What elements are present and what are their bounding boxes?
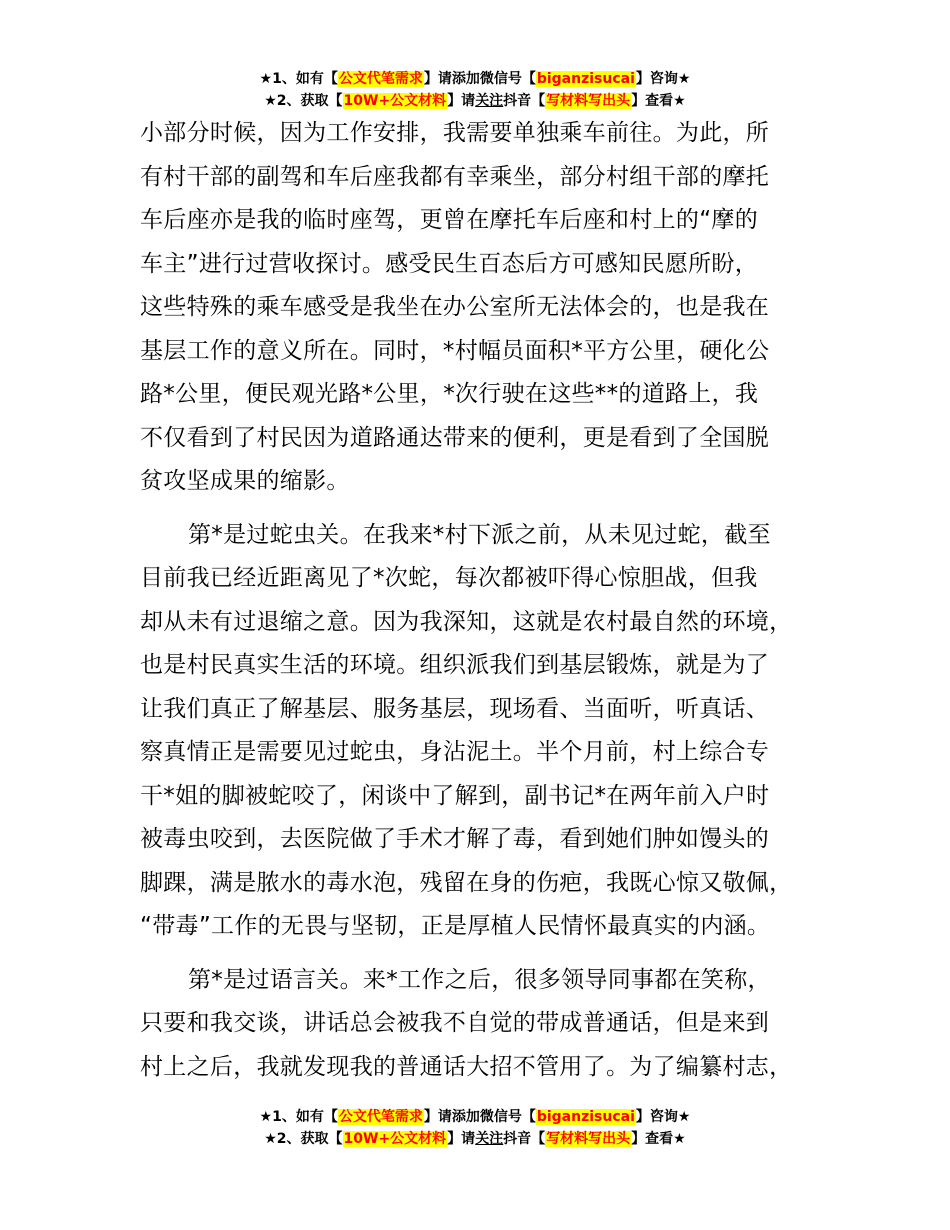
text-line: 路*公里，便民观光路*公里，*次行驶在这些**的道路上，我	[140, 381, 759, 407]
banner-text: 加	[465, 71, 480, 87]
banner-text: 】查看★	[631, 93, 686, 109]
text-line: 被毒虫咬到，去医院做了手术才解了毒，看到她们肿如馒头的	[140, 826, 770, 852]
text-line: 有村干部的副驾和车后座我都有幸乘坐，部分村组干部的摩托	[140, 163, 770, 190]
banner-underlined: 关注	[475, 93, 504, 109]
text-line: 也是村民真实生活的环境。组织派我们到基层锻炼，就是为了	[140, 652, 770, 678]
banner-highlight: 写材料写出头	[546, 1131, 631, 1147]
document-body	[140, 112, 840, 1089]
banner-line-2	[0, 1128, 950, 1150]
banner-text: 】查看★	[631, 1131, 686, 1147]
text-line: 这些特殊的乘车感受是我坐在办公室所无法体会的，也是我在	[140, 294, 770, 320]
paragraph-3	[140, 959, 840, 1090]
paragraph-1	[140, 112, 840, 504]
banner-line-1	[0, 1106, 950, 1128]
text-line: 脚踝，满是脓水的毒水泡，残留在身的伤疤，我既心惊又敬佩，	[140, 869, 793, 896]
banner-line-1	[0, 68, 950, 90]
text-line: 干*姐的脚被蛇咬了，闲谈中了解到，副书记*在两年前入户时	[140, 782, 770, 809]
banner-text: ★2、获取【	[264, 1131, 343, 1147]
text-line: 车主”进行过营收探讨。感受民生百态后方可感知民愿所盼，	[140, 250, 759, 277]
text-line: 只要和我交谈，讲话总会被我不自觉的带成普通话，但是来到	[140, 1010, 770, 1036]
banner-underlined: 关注	[475, 1131, 504, 1147]
banner-highlight: biganzisucai	[536, 71, 635, 87]
banner-text: 】咨询★	[635, 71, 691, 87]
banner-text: 微信号【	[479, 1109, 536, 1125]
text-line: 村上之后，我就发现我的普通话大招不管用了。为了编纂村志，	[140, 1053, 793, 1080]
banner-text: ★1、如有【	[259, 71, 338, 87]
text-line: 小部分时候，因为工作安排，我需要单独乘车前往。为此，所	[140, 120, 770, 146]
header-banner	[0, 68, 950, 112]
text-line: “带毒”工作的无畏与坚韧，正是厚植人民情怀最真实的内涵。	[140, 913, 771, 939]
paragraph-2	[140, 514, 840, 949]
text-line: 不仅看到了村民因为道路通达带来的便利，更是看到了全国脱	[140, 424, 770, 451]
banner-text: 】请	[447, 93, 476, 109]
text-line: 第*是过蛇虫关。在我来*村下派之前，从未见过蛇，截至	[188, 521, 771, 548]
banner-highlight: 10W+公文材料	[343, 1131, 447, 1147]
banner-text: 抖音【	[503, 1131, 546, 1147]
text-line: 目前我已经近距离见了*次蛇，每次都被吓得心惊胆战，但我	[140, 565, 758, 591]
banner-highlight: biganzisucai	[536, 1109, 635, 1125]
text-line: 基层工作的意义所在。同时，*村幅员面积*平方公里，硬化公	[140, 337, 770, 364]
banner-text: 微信号【	[479, 71, 536, 87]
footer-banner	[0, 1106, 950, 1150]
text-line: 第*是过语言关。来*工作之后，很多领导同事都在笑称，	[188, 966, 771, 993]
banner-text: 】请添	[423, 71, 466, 87]
banner-text: 加	[465, 1109, 480, 1125]
text-line: 车后座亦是我的临时座驾，更曾在摩托车后座和村上的“摩的	[140, 207, 759, 233]
banner-text: 抖音【	[503, 93, 546, 109]
banner-highlight: 公文代笔需求	[338, 71, 423, 87]
banner-text: 】咨询★	[635, 1109, 691, 1125]
text-line: 却从未有过退缩之意。因为我深知，这就是农村最自然的环境，	[140, 608, 793, 635]
banner-highlight: 写材料写出头	[546, 93, 631, 109]
banner-text: ★1、如有【	[259, 1109, 338, 1125]
banner-highlight: 10W+公文材料	[343, 93, 447, 109]
text-line: 贫攻坚成果的缩影。	[140, 468, 350, 494]
banner-text: 】请添	[423, 1109, 466, 1125]
text-line: 察真情正是需要见过蛇虫，身沾泥土。半个月前，村上综合专	[140, 739, 770, 765]
banner-highlight: 公文代笔需求	[338, 1109, 423, 1125]
text-line: 让我们真正了解基层、服务基层，现场看、当面听，听真话、	[140, 695, 770, 722]
banner-line-2	[0, 90, 950, 112]
banner-text: ★2、获取【	[264, 93, 343, 109]
banner-text: 】请	[447, 1131, 476, 1147]
